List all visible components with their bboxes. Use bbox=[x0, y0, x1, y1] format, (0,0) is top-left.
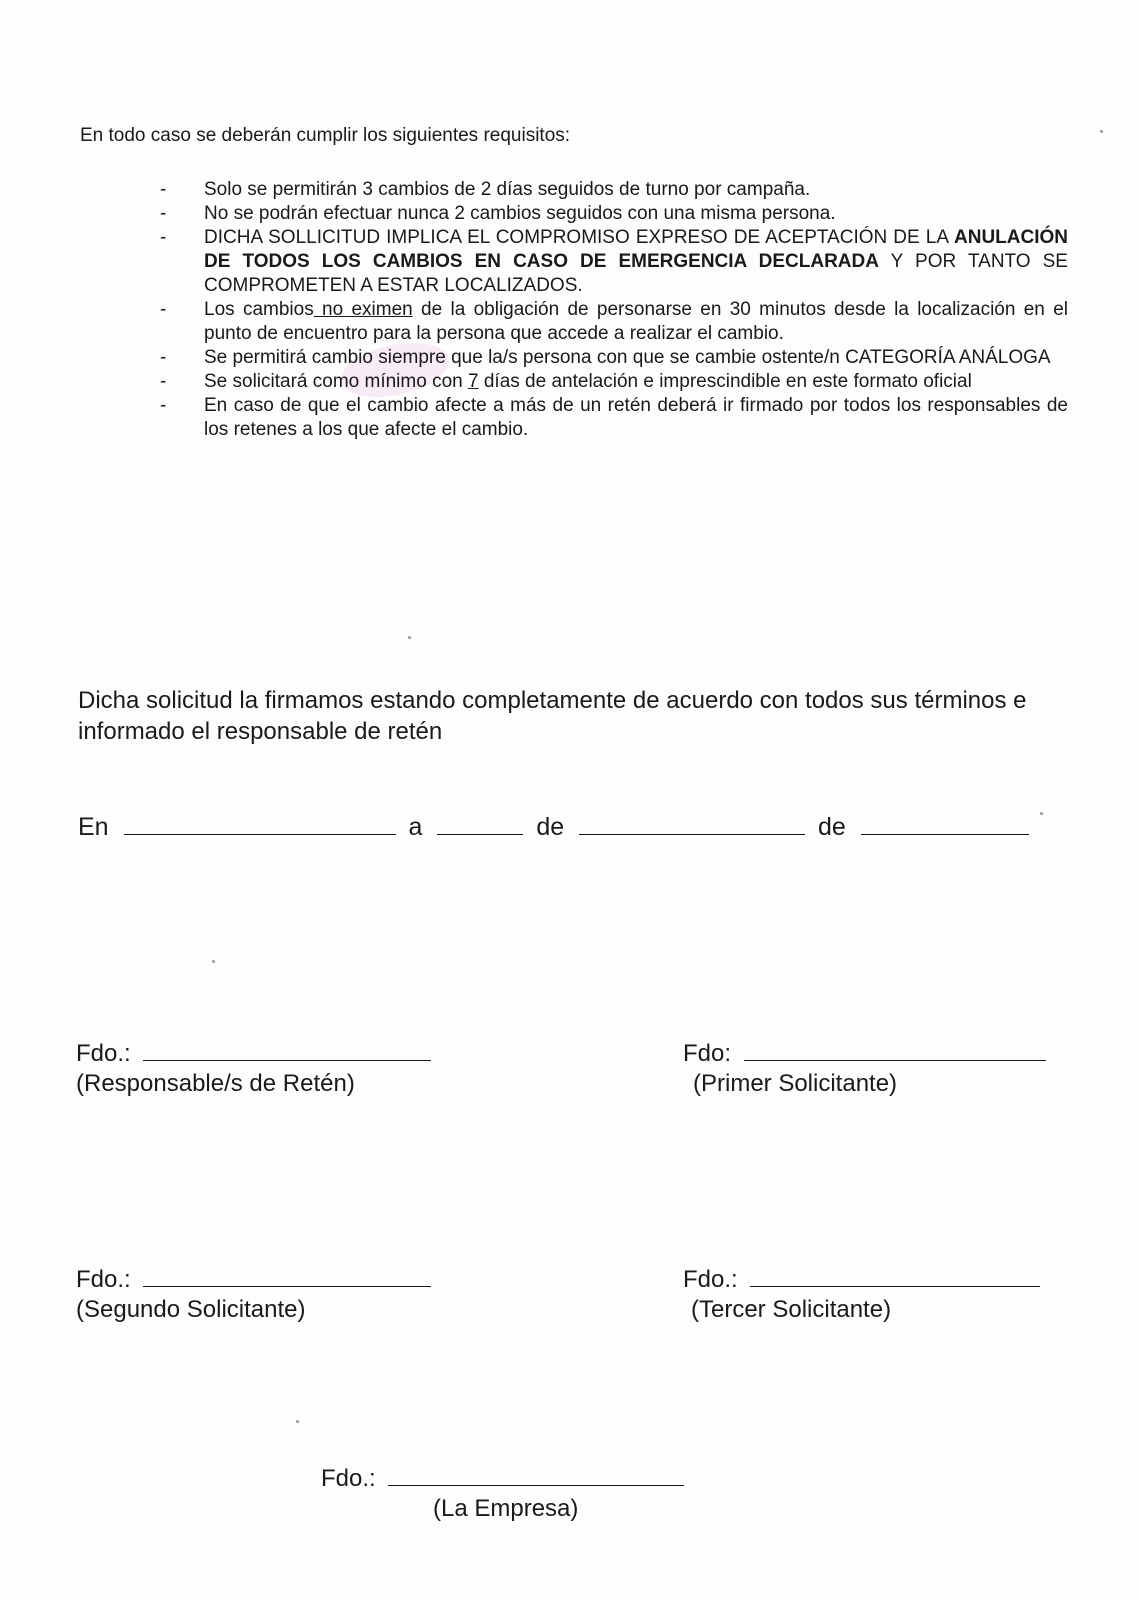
requirement-4 bbox=[160, 298, 1068, 346]
scan-speck bbox=[1100, 130, 1103, 133]
signature-tercer-fdo: Fdo.: bbox=[683, 1266, 738, 1293]
signature-primer-fdo: Fdo: bbox=[683, 1040, 732, 1067]
place-field[interactable] bbox=[124, 812, 396, 835]
signature-tercer bbox=[683, 1264, 1040, 1325]
signature-tercer-role: (Tercer Solicitante) bbox=[691, 1296, 892, 1323]
date-de-label-1: de bbox=[536, 813, 565, 841]
requirement-3-pre: DICHA SOLLICITUD IMPLICA EL COMPROMISO EXPRESO DE ACEPTACIÓN DE LA bbox=[204, 227, 954, 248]
requirement-4-pre: Los cambios bbox=[204, 299, 314, 320]
requirement-4-underline: no eximen bbox=[313, 299, 413, 320]
date-en-label: En bbox=[78, 813, 109, 841]
requirement-6-underline: 7 bbox=[468, 371, 479, 392]
signature-segundo bbox=[76, 1264, 431, 1325]
requirements-list bbox=[160, 178, 1068, 442]
signature-responsable-fdo: Fdo.: bbox=[76, 1040, 131, 1067]
requirement-2: - No se podrán efectuar nunca 2 cambios seguidos con una misma persona. bbox=[160, 202, 1068, 226]
signature-segundo-line[interactable] bbox=[143, 1264, 431, 1287]
signature-tercer-line[interactable] bbox=[750, 1264, 1040, 1287]
requirement-3 bbox=[160, 226, 1068, 298]
date-a-label: a bbox=[408, 813, 423, 841]
signature-responsable-line[interactable] bbox=[143, 1038, 431, 1061]
date-de-label-2: de bbox=[818, 813, 846, 841]
requirement-3-bold: ANULACIÓN DE TODOS LOS CAMBIOS EN CASO DE EMERGENCIA DECLARADA bbox=[204, 227, 1068, 272]
signature-segundo-role: (Segundo Solicitante) bbox=[76, 1296, 306, 1323]
signature-primer-line[interactable] bbox=[744, 1038, 1046, 1061]
requirement-6-pre: Se solicitará como mínimo con bbox=[204, 371, 468, 392]
requirement-3-post: Y POR TANTO SE COMPROMETEN A ESTAR LOCALIZADOS. bbox=[204, 251, 1068, 296]
requirement-5: - Se permitirá cambio siempre que la/s persona con que se cambie ostente/n CATEGORÍA ANÁLOGA bbox=[160, 346, 1068, 370]
signature-empresa-role: (La Empresa) bbox=[433, 1495, 579, 1522]
signature-responsable-role: (Responsable/s de Retén) bbox=[76, 1070, 355, 1097]
signature-primer bbox=[683, 1038, 1046, 1099]
intro-text: En todo caso se deberán cumplir los siguientes requisitos: bbox=[80, 125, 571, 146]
scan-speck bbox=[408, 636, 411, 639]
signature-primer-role: (Primer Solicitante) bbox=[693, 1070, 898, 1097]
signature-empresa bbox=[321, 1463, 684, 1524]
scan-speck bbox=[212, 960, 215, 963]
signature-empresa-line[interactable] bbox=[388, 1463, 684, 1486]
scan-speck bbox=[1040, 812, 1043, 815]
year-field[interactable] bbox=[861, 812, 1029, 835]
agreement-statement: Dicha solicitud la firmamos estando completamente de acuerdo con todos sus términos e informado el responsable de retén bbox=[78, 687, 1027, 745]
requirement-6 bbox=[160, 370, 1068, 394]
signature-responsable bbox=[76, 1038, 431, 1099]
requirement-6-post: días de antelación e imprescindible en este formato oficial bbox=[478, 371, 972, 392]
scan-speck bbox=[296, 1420, 299, 1423]
signature-segundo-fdo: Fdo.: bbox=[76, 1266, 131, 1293]
requirement-7: - En caso de que el cambio afecte a más de un retén deberá ir firmado por todos los responsables de los retenes a los que afecte el cambio. bbox=[160, 394, 1068, 442]
date-line bbox=[78, 812, 1068, 842]
signature-empresa-fdo: Fdo.: bbox=[321, 1465, 376, 1492]
month-field[interactable] bbox=[579, 812, 805, 835]
requirement-4-post: de la obligación de personarse en 30 minutos desde la localización en el punto de encuentro para la persona que accede a realizar el cambio. bbox=[204, 299, 1068, 344]
day-field[interactable] bbox=[437, 812, 523, 835]
requirement-1: - Solo se permitirán 3 cambios de 2 días seguidos de turno por campaña. bbox=[160, 178, 1068, 202]
